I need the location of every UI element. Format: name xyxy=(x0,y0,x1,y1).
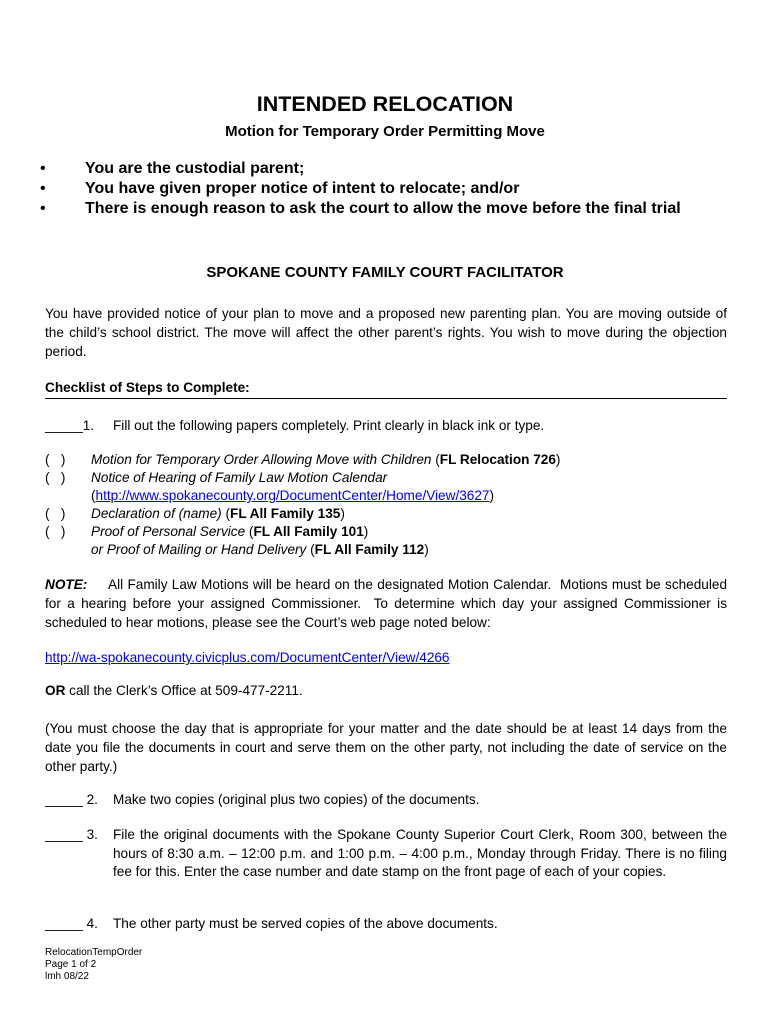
paper-item-continuation: or Proof of Mailing or Hand Delivery (FL All Family 112) xyxy=(91,542,429,557)
paper-item: ( ) Proof of Personal Service (FL All Family 101) xyxy=(45,524,369,539)
paper-title: Proof of Personal Service xyxy=(91,524,246,539)
hearing-date-paragraph: (You must choose the day that is appropriate for your matter and the date should be at least 14 days from the date you file the documents in court and serve them on the other party, not including the date of service on the other party.) xyxy=(45,721,727,774)
checklist-divider xyxy=(45,398,727,399)
paper-title: Declaration of (name) xyxy=(91,506,222,521)
form-number: FL All Family 135 xyxy=(230,506,341,521)
footer-page-number: Page 1 of 2 xyxy=(45,959,97,970)
paper-checkbox[interactable]: ( ) xyxy=(45,452,66,467)
paper-item-continuation: (http://www.spokanecounty.org/DocumentCenter/Home/View/3627) xyxy=(91,488,494,503)
paper-title: Motion for Temporary Order Allowing Move with Children xyxy=(91,452,432,467)
bullet-icon: • xyxy=(40,180,46,197)
clerk-contact-line xyxy=(45,683,303,698)
notice-form-link[interactable]: http://www.spokanecounty.org/DocumentCenter/Home/View/3627 xyxy=(95,488,490,503)
url-line xyxy=(45,650,450,665)
bullet-item xyxy=(36,179,736,199)
step-text: The other party must be served copies of the above documents. xyxy=(113,916,498,931)
note-text: All Family Law Motions will be heard on the designated Motion Calendar. Motions must be scheduled for a hearing before your assigned Commissioner. To determine which day your assigned Commissioner is scheduled to hear motions, please see the Court’s web page noted below: xyxy=(45,577,731,630)
calendar-link[interactable]: http://wa-spokanecounty.civicplus.com/DocumentCenter/View/4266 xyxy=(45,650,450,665)
step-number: _____ 4. xyxy=(45,916,98,931)
paper-checkbox[interactable]: ( ) xyxy=(45,524,66,539)
bullet-icon: • xyxy=(40,200,46,217)
paper-title: or Proof of Mailing or Hand Delivery xyxy=(91,542,307,557)
form-number: FL All Family 112 xyxy=(314,542,425,557)
bullet-item xyxy=(36,159,736,179)
required-papers-list xyxy=(45,451,727,559)
step-text: Fill out the following papers completely. Print clearly in black ink or type. xyxy=(113,418,545,433)
page-footer xyxy=(45,947,142,983)
facilitator-heading: SPOKANE COUNTY FAMILY COURT FACILITATOR xyxy=(206,264,564,281)
clerk-contact-text: call the Clerk’s Office at 509-477-2211. xyxy=(65,683,303,698)
paper-checkbox[interactable]: ( ) xyxy=(45,506,66,521)
intro-paragraph: You have provided notice of your plan to move and a proposed new parenting plan. You are moving outside of the child’s school district. The move will affect the other parent’s rights. You wish to move during the objection period. xyxy=(45,306,727,359)
document-subtitle: Motion for Temporary Order Permitting Move xyxy=(225,123,545,140)
step-text: File the original documents with the Spokane County Superior Court Clerk, Room 300, between the hours of 8:30 a.m. – 12:00 p.m. and 1:00 p.m. – 4:00 p.m., Monday through Friday. There is no filing fee for this. Enter the case number and date stamp on the front page of each of your copies. xyxy=(113,827,727,879)
note-label: NOTE: xyxy=(45,577,88,592)
paper-checkbox[interactable]: ( ) xyxy=(45,470,66,485)
paper-title: Notice of Hearing of Family Law Motion Calendar xyxy=(91,470,388,485)
bullet-text: You are the custodial parent; xyxy=(85,160,305,177)
step-number: _____1. xyxy=(45,418,95,433)
or-label: OR xyxy=(45,683,66,698)
bullet-text: You have given proper notice of intent to relocate; and/or xyxy=(85,180,520,197)
bullet-icon: • xyxy=(40,160,46,177)
document-title: INTENDED RELOCATION xyxy=(256,92,514,116)
paper-item: ( ) Motion for Temporary Order Allowing Move with Children (FL Relocation 726) xyxy=(45,452,561,467)
step-number: _____ 3. xyxy=(45,827,98,842)
bullet-item xyxy=(36,199,736,219)
paper-item xyxy=(45,469,727,487)
note-paragraph xyxy=(45,575,731,632)
footer-revision: lmh 08/22 xyxy=(45,971,89,982)
step-number: _____ 2. xyxy=(45,792,98,807)
paper-item: ( ) Declaration of (name) (FL All Family 135) xyxy=(45,506,345,521)
footer-form-name: RelocationTempOrder xyxy=(45,947,143,958)
bullet-text: There is enough reason to ask the court to allow the move before the final trial xyxy=(85,200,681,217)
step-text: Make two copies (original plus two copies) of the documents. xyxy=(113,792,480,807)
eligibility-bullet-list xyxy=(36,159,736,219)
form-number: FL All Family 101 xyxy=(253,524,364,539)
checklist-heading: Checklist of Steps to Complete: xyxy=(45,380,250,395)
form-number: FL Relocation 726 xyxy=(439,452,556,467)
